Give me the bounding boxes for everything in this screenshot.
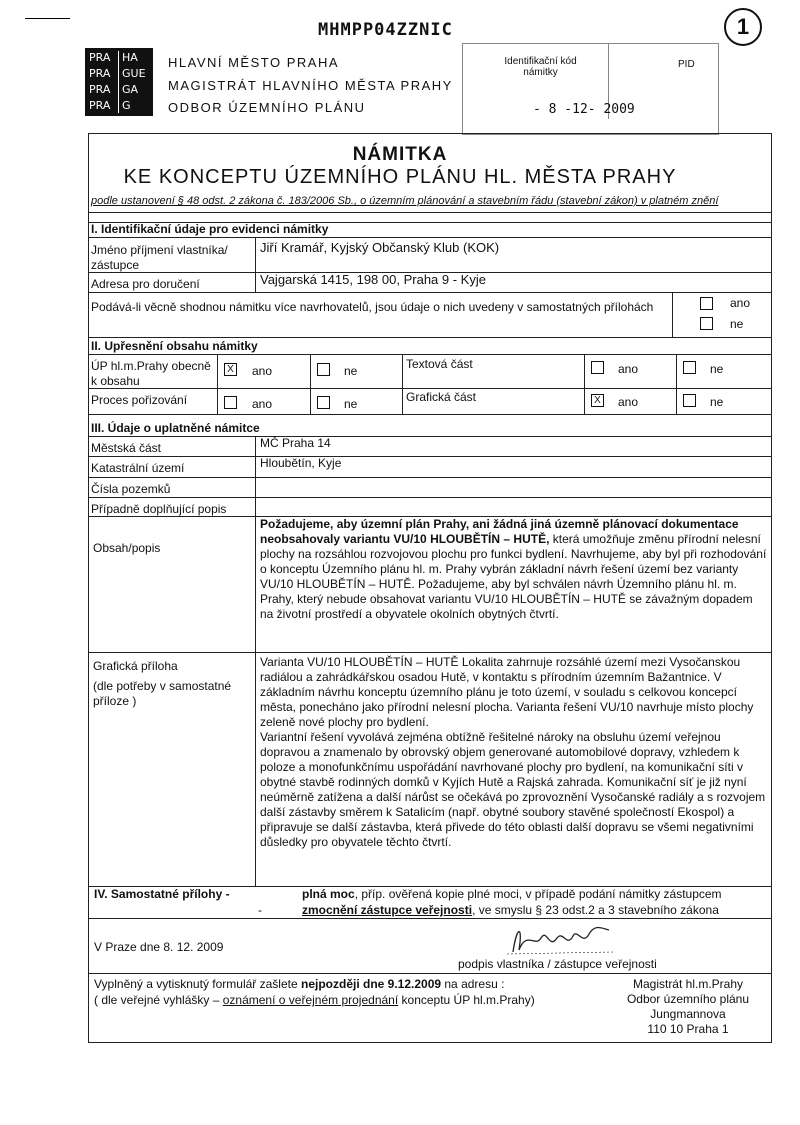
proces-ne-checkbox[interactable] [317,396,330,409]
pozemky-label: Čísla pozemků [91,482,171,496]
obsah-label: Obsah/popis [93,541,161,555]
mestska-label: Městská část [91,441,162,455]
graficka-ano-checkbox[interactable]: X [591,394,604,407]
form-title: NÁMITKA [352,144,448,165]
stamp-pid: PID [678,59,695,70]
address-label: Adresa pro doručení [91,277,200,291]
obsah-text: Požadujeme, aby územní plán Prahy, ani žádná jiná územně plánovací dokumentace neobsahovaly variantu VU/10 HLOUBĚTÍN – HUTĚ, která umožňuje změnu přírodní nelesní plochy na rozsáhlou rozvojovou plochu pro funkci bydlení. Navrhujeme, aby byl při rozhodování o konceptu Územního plánu hl. m. Prahy vybrán základní návrh řešení území bez varianty VU/10 HLOUBĚTÍN – HUTĚ. Požadujeme, aby byl schválen návrh Územního plánu hl. m. Prahy, který nebude obsahovat variantu VU/10 HLOUBĚTÍN – HUTĚ se závažným dopadem na životní prostředí a obyvatele okolních obytných čtvrtí. [260,517,767,621]
multi-ne-checkbox[interactable] [700,317,713,330]
graficka-label: Grafická část [406,390,477,404]
up-label: ÚP hl.m.Prahy obecně k obsahu [91,359,211,388]
multi-ano-checkbox[interactable] [700,297,713,310]
textova-ano-checkbox[interactable] [591,361,604,374]
plna-moc-line: plná moc, příp. ověřená kopie plné moci, v případě podání námitky zástupcem [302,887,722,901]
zmocneni-line: zmocnění zástupce veřejnosti, ve smyslu § 23 odst.2 a 3 stavebního zákona [302,903,719,917]
graficka-ne-checkbox[interactable] [683,394,696,407]
org-line-3: ODBOR ÚZEMNÍHO PLÁNU [168,100,366,115]
mestska-value: MČ Praha 14 [260,436,331,450]
footer-address: Magistrát hl.m.Prahy Odbor územního plánu Jungmannova 110 10 Praha 1 [626,977,750,1036]
corner-line [25,18,70,19]
address-value: Vajgarská 1415, 198 00, Praha 9 - Kyje [260,272,486,287]
signature-scribble [505,920,615,960]
up-ne-checkbox[interactable] [317,363,330,376]
textova-ne-checkbox[interactable] [683,361,696,374]
katastr-label: Katastrální území [91,461,185,475]
name-value: Jiří Kramář, Kyjský Občanský Klub (KOK) [260,240,500,255]
legal-basis: podle ustanovení § 48 odst. 2 zákona č. 183/2006 Sb., o územním plánování a stavebním řádu (stavební zákon) v platném znění [91,195,719,207]
circled-number: 1 [724,8,762,46]
multi-applicants-text: Podává-li věcně shodnou námitku více navrhovatelů, jsou údaje o nich uvedeny v samostatných přílohách [91,300,654,314]
popis-label: Případně doplňující popis [91,502,227,516]
praha-logo: PRA HA PRA GUE PRA GA PRA G [85,48,153,116]
place-date: V Praze dne 8. 12. 2009 [94,940,224,954]
document-id: MHMPP04ZZNIC [318,20,453,40]
registry-stamp [462,43,719,135]
section-2-heading: II. Upřesnění obsahu námitky [91,339,258,353]
grafika-text: Varianta VU/10 HLOUBĚTÍN – HUTĚ Lokalita zahrnuje rozsáhlé území mezi Vysočanskou radiálou a zahrádkářskou osadou Hutě, v kontaktu s přírodním územním Bažantnice. V základním návrhu konceptu územního plánu je toto území, v souladu s celkovou koncepcí města, ponecháno jako přírodní nelesní plocha. Varianta řešení VU/10 navrhuje místo plochy zeleně nové plochy pro bydlení. Variantní řešení vyvolává zejména obtížně řešitelné nároky na obsluhu území veřejnou dopravou a znamenalo by obrovský objem generované automobilové dopravy, vzhledem k poloze a monofunkčnímu uspořádání navrhované plochy pro bydlení, na komunikační síti v obytné stavbě rodinných domků v Kyjích Hutě a Rajská zahrada. Komunikační síť je již nyní neúměrně zatížena a další nárůst se očekává po zprovoznění Vysočanské radiály a s rozvojem další zástavby směrem k Satalicím (např. obytné soubory stavěné společností Ekospol) a připravuje se další zástavba, která přivede do této oblasti další dopravu se všemi negativními důsledky pro obyvatele těchto čtvrtí. [260,655,766,849]
proces-label: Proces pořizování [91,393,188,407]
org-line-2: MAGISTRÁT HLAVNÍHO MĚSTA PRAHY [168,78,453,93]
katastr-value: Hloubětín, Kyje [260,456,342,470]
up-ano-checkbox[interactable]: X [224,363,237,376]
proces-ano-checkbox[interactable] [224,396,237,409]
org-line-1: HLAVNÍ MĚSTO PRAHA [168,55,339,70]
grafika-label: Grafická příloha [93,659,178,673]
form-subtitle: KE KONCEPTU ÚZEMNÍHO PLÁNU HL. MĚSTA PRAHY [123,166,677,188]
section-1-heading: I. Identifikační údaje pro evidenci námitky [91,222,329,236]
section-3-heading: III. Údaje o uplatněné námitce [91,421,260,435]
section-4-heading: IV. Samostatné přílohy - [94,887,230,901]
grafika-sublabel: (dle potřeby v samostatné příloze ) [93,679,232,708]
stamp-label: Identifikační kód námitky [504,56,577,78]
signature-caption: podpis vlastníka / zástupce veřejnosti [458,957,657,971]
footer-reference: ( dle veřejné vyhlášky – oznámení o veřejném projednání konceptu ÚP hl.m.Prahy) [94,993,535,1007]
textova-label: Textová část [406,357,473,371]
name-label: Jméno příjmení vlastníka/ zástupce [91,243,228,272]
footer-instruction: Vyplněný a vytisknutý formulář zašlete nejpozději dne 9.12.2009 na adresu : [94,977,505,991]
stamp-date: - 8 -12- 2009 [533,102,635,117]
